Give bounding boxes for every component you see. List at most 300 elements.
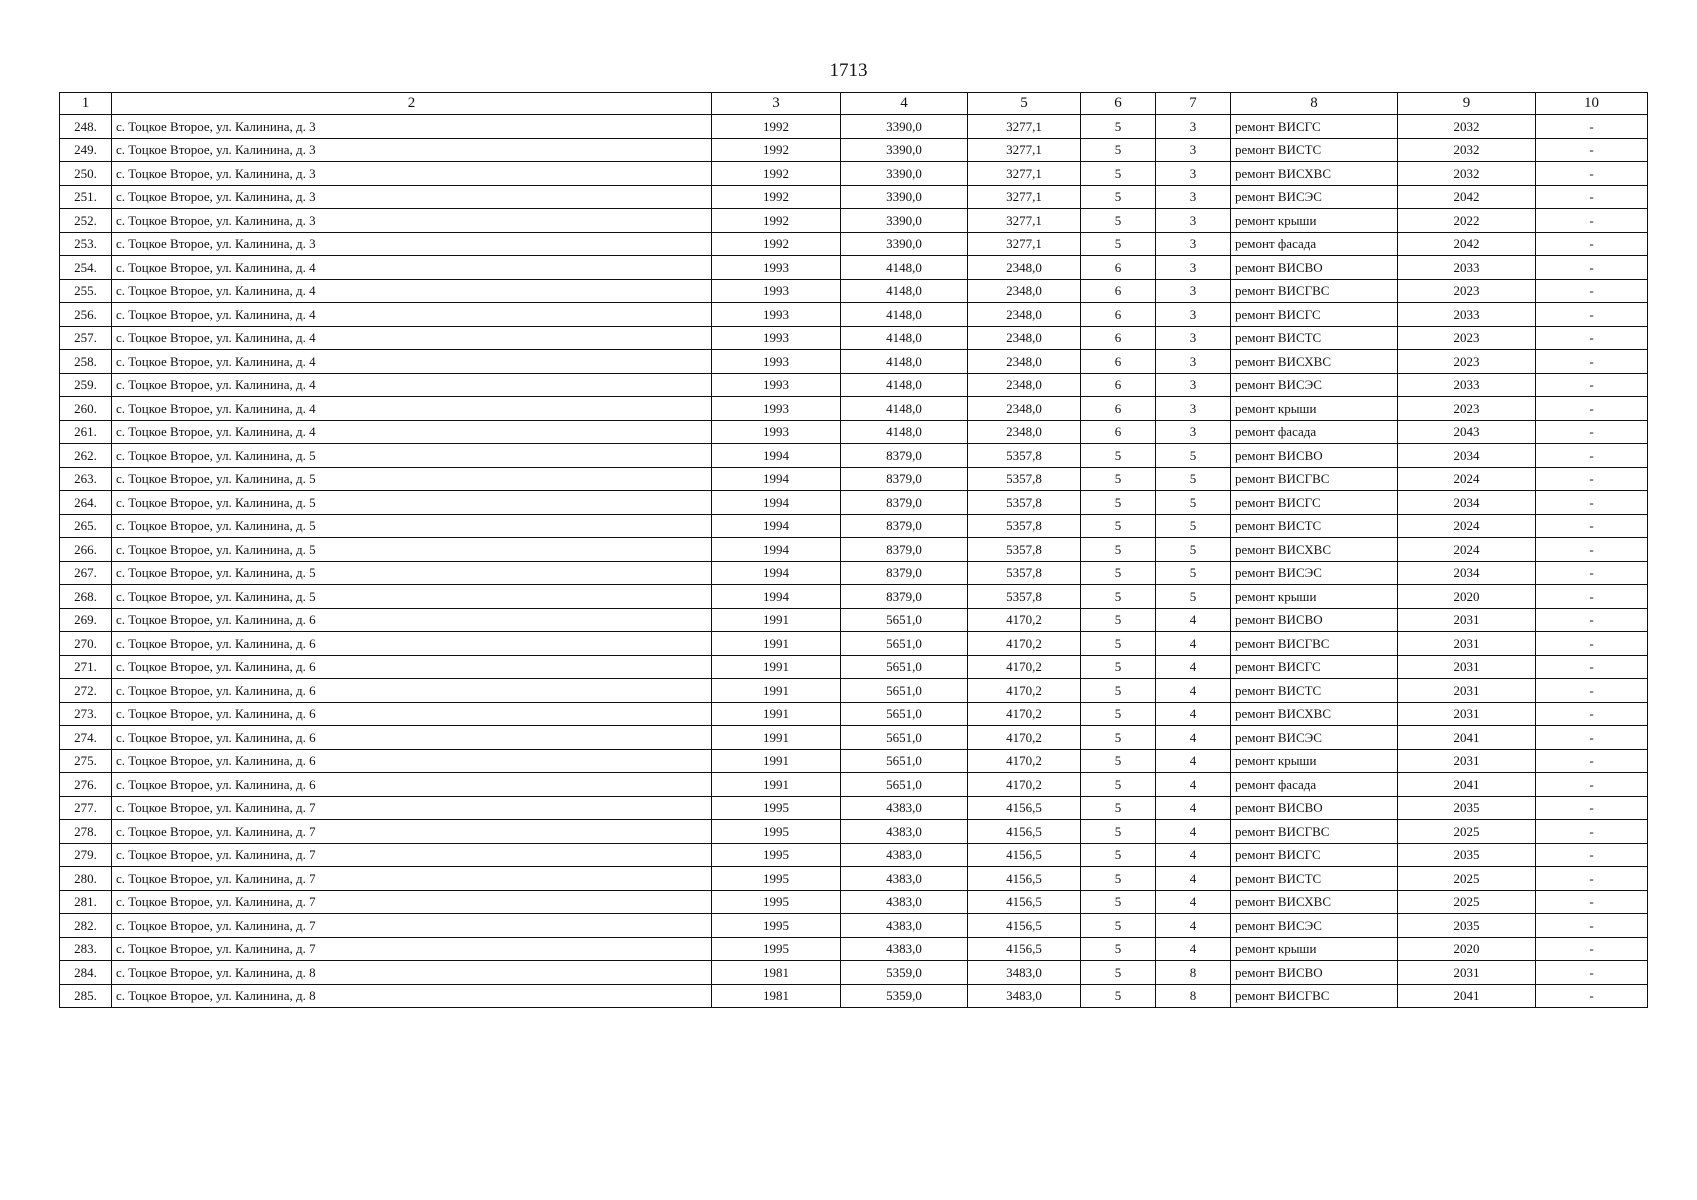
row-number: 265. (60, 514, 112, 538)
address-cell: с. Тоцкое Второе, ул. Калинина, д. 7 (112, 867, 712, 891)
planned-year-cell: 2031 (1398, 608, 1536, 632)
planned-year-cell: 2031 (1398, 749, 1536, 773)
address-cell: с. Тоцкое Второе, ул. Калинина, д. 6 (112, 749, 712, 773)
entrances-cell: 3 (1156, 350, 1231, 374)
note-cell: - (1536, 843, 1648, 867)
repair-work-cell: ремонт ВИСЭС (1231, 561, 1398, 585)
table-row (60, 138, 1648, 162)
repair-work-cell: ремонт ВИСТС (1231, 326, 1398, 350)
address-cell: с. Тоцкое Второе, ул. Калинина, д. 4 (112, 420, 712, 444)
entrances-cell: 3 (1156, 279, 1231, 303)
planned-year-cell: 2025 (1398, 867, 1536, 891)
address-cell: с. Тоцкое Второе, ул. Калинина, д. 7 (112, 820, 712, 844)
living-area-cell: 2348,0 (968, 326, 1081, 350)
floors-cell: 6 (1081, 326, 1156, 350)
note-cell: - (1536, 185, 1648, 209)
total-area-cell: 4148,0 (841, 326, 968, 350)
total-area-cell: 5359,0 (841, 984, 968, 1008)
entrances-cell: 4 (1156, 867, 1231, 891)
total-area-cell: 4383,0 (841, 890, 968, 914)
planned-year-cell: 2031 (1398, 632, 1536, 656)
row-number: 266. (60, 538, 112, 562)
table-row (60, 397, 1648, 421)
year-built-cell: 1993 (712, 279, 841, 303)
planned-year-cell: 2033 (1398, 256, 1536, 280)
note-cell: - (1536, 162, 1648, 186)
total-area-cell: 5651,0 (841, 726, 968, 750)
entrances-cell: 3 (1156, 420, 1231, 444)
row-number: 274. (60, 726, 112, 750)
living-area-cell: 5357,8 (968, 561, 1081, 585)
table-row (60, 303, 1648, 327)
total-area-cell: 4148,0 (841, 279, 968, 303)
address-cell: с. Тоцкое Второе, ул. Калинина, д. 4 (112, 303, 712, 327)
row-number: 283. (60, 937, 112, 961)
total-area-cell: 4383,0 (841, 867, 968, 891)
planned-year-cell: 2034 (1398, 444, 1536, 468)
entrances-cell: 4 (1156, 890, 1231, 914)
total-area-cell: 8379,0 (841, 491, 968, 515)
living-area-cell: 4170,2 (968, 749, 1081, 773)
repair-work-cell: ремонт ВИСХВС (1231, 162, 1398, 186)
table-row (60, 162, 1648, 186)
planned-year-cell: 2023 (1398, 397, 1536, 421)
note-cell: - (1536, 491, 1648, 515)
planned-year-cell: 2032 (1398, 138, 1536, 162)
year-built-cell: 1994 (712, 561, 841, 585)
row-number: 256. (60, 303, 112, 327)
address-cell: с. Тоцкое Второе, ул. Калинина, д. 6 (112, 702, 712, 726)
table-row (60, 608, 1648, 632)
living-area-cell: 2348,0 (968, 373, 1081, 397)
planned-year-cell: 2042 (1398, 185, 1536, 209)
living-area-cell: 4170,2 (968, 702, 1081, 726)
column-header: 5 (968, 93, 1081, 115)
year-built-cell: 1992 (712, 232, 841, 256)
repair-work-cell: ремонт ВИСГВС (1231, 820, 1398, 844)
address-cell: с. Тоцкое Второе, ул. Калинина, д. 6 (112, 726, 712, 750)
entrances-cell: 3 (1156, 256, 1231, 280)
floors-cell: 5 (1081, 749, 1156, 773)
row-number: 260. (60, 397, 112, 421)
row-number: 253. (60, 232, 112, 256)
floors-cell: 5 (1081, 608, 1156, 632)
floors-cell: 5 (1081, 820, 1156, 844)
year-built-cell: 1993 (712, 350, 841, 374)
repair-work-cell: ремонт ВИСТС (1231, 867, 1398, 891)
table-row (60, 843, 1648, 867)
entrances-cell: 4 (1156, 914, 1231, 938)
floors-cell: 6 (1081, 420, 1156, 444)
repair-work-cell: ремонт ВИСТС (1231, 514, 1398, 538)
repair-work-cell: ремонт ВИСГС (1231, 303, 1398, 327)
planned-year-cell: 2042 (1398, 232, 1536, 256)
table-row (60, 796, 1648, 820)
table-row (60, 491, 1648, 515)
entrances-cell: 5 (1156, 561, 1231, 585)
note-cell: - (1536, 467, 1648, 491)
repair-work-cell: ремонт ВИСЭС (1231, 914, 1398, 938)
total-area-cell: 8379,0 (841, 561, 968, 585)
living-area-cell: 2348,0 (968, 303, 1081, 327)
living-area-cell: 3483,0 (968, 984, 1081, 1008)
entrances-cell: 4 (1156, 773, 1231, 797)
year-built-cell: 1991 (712, 655, 841, 679)
repair-work-cell: ремонт ВИСВО (1231, 796, 1398, 820)
column-header: 6 (1081, 93, 1156, 115)
floors-cell: 6 (1081, 350, 1156, 374)
row-number: 281. (60, 890, 112, 914)
address-cell: с. Тоцкое Второе, ул. Калинина, д. 4 (112, 279, 712, 303)
living-area-cell: 3277,1 (968, 138, 1081, 162)
entrances-cell: 3 (1156, 326, 1231, 350)
note-cell: - (1536, 420, 1648, 444)
note-cell: - (1536, 303, 1648, 327)
note-cell: - (1536, 397, 1648, 421)
note-cell: - (1536, 350, 1648, 374)
table-row (60, 679, 1648, 703)
row-number: 257. (60, 326, 112, 350)
floors-cell: 5 (1081, 538, 1156, 562)
planned-year-cell: 2031 (1398, 702, 1536, 726)
floors-cell: 5 (1081, 209, 1156, 233)
repair-work-cell: ремонт ВИСГС (1231, 843, 1398, 867)
repair-work-cell: ремонт ВИСГС (1231, 491, 1398, 515)
row-number: 273. (60, 702, 112, 726)
planned-year-cell: 2041 (1398, 726, 1536, 750)
total-area-cell: 4383,0 (841, 843, 968, 867)
entrances-cell: 8 (1156, 984, 1231, 1008)
living-area-cell: 2348,0 (968, 279, 1081, 303)
row-number: 278. (60, 820, 112, 844)
table-row (60, 726, 1648, 750)
total-area-cell: 4383,0 (841, 796, 968, 820)
floors-cell: 6 (1081, 373, 1156, 397)
planned-year-cell: 2032 (1398, 115, 1536, 139)
total-area-cell: 5651,0 (841, 632, 968, 656)
repair-work-cell: ремонт крыши (1231, 937, 1398, 961)
floors-cell: 5 (1081, 467, 1156, 491)
living-area-cell: 4156,5 (968, 937, 1081, 961)
row-number: 259. (60, 373, 112, 397)
living-area-cell: 4156,5 (968, 843, 1081, 867)
row-number: 282. (60, 914, 112, 938)
planned-year-cell: 2023 (1398, 326, 1536, 350)
row-number: 270. (60, 632, 112, 656)
living-area-cell: 4170,2 (968, 726, 1081, 750)
column-header: 9 (1398, 93, 1536, 115)
table-row (60, 467, 1648, 491)
entrances-cell: 5 (1156, 467, 1231, 491)
floors-cell: 5 (1081, 632, 1156, 656)
note-cell: - (1536, 937, 1648, 961)
living-area-cell: 5357,8 (968, 514, 1081, 538)
year-built-cell: 1992 (712, 115, 841, 139)
table-row (60, 632, 1648, 656)
floors-cell: 5 (1081, 444, 1156, 468)
floors-cell: 6 (1081, 303, 1156, 327)
planned-year-cell: 2020 (1398, 937, 1536, 961)
repair-work-cell: ремонт ВИСХВС (1231, 890, 1398, 914)
entrances-cell: 5 (1156, 491, 1231, 515)
table-row (60, 279, 1648, 303)
floors-cell: 5 (1081, 702, 1156, 726)
note-cell: - (1536, 749, 1648, 773)
table-row (60, 937, 1648, 961)
year-built-cell: 1992 (712, 138, 841, 162)
table-row (60, 773, 1648, 797)
entrances-cell: 4 (1156, 608, 1231, 632)
floors-cell: 5 (1081, 232, 1156, 256)
floors-cell: 5 (1081, 773, 1156, 797)
year-built-cell: 1993 (712, 420, 841, 444)
address-cell: с. Тоцкое Второе, ул. Калинина, д. 8 (112, 984, 712, 1008)
row-number: 255. (60, 279, 112, 303)
year-built-cell: 1995 (712, 796, 841, 820)
entrances-cell: 5 (1156, 514, 1231, 538)
table-row (60, 420, 1648, 444)
address-cell: с. Тоцкое Второе, ул. Калинина, д. 3 (112, 209, 712, 233)
living-area-cell: 3483,0 (968, 961, 1081, 985)
entrances-cell: 3 (1156, 209, 1231, 233)
year-built-cell: 1991 (712, 679, 841, 703)
living-area-cell: 3277,1 (968, 162, 1081, 186)
year-built-cell: 1981 (712, 961, 841, 985)
planned-year-cell: 2024 (1398, 467, 1536, 491)
row-number: 279. (60, 843, 112, 867)
address-cell: с. Тоцкое Второе, ул. Калинина, д. 4 (112, 397, 712, 421)
row-number: 263. (60, 467, 112, 491)
floors-cell: 5 (1081, 491, 1156, 515)
year-built-cell: 1993 (712, 326, 841, 350)
repair-work-cell: ремонт ВИСГВС (1231, 632, 1398, 656)
table-row (60, 749, 1648, 773)
note-cell: - (1536, 585, 1648, 609)
repair-work-cell: ремонт ВИСГВС (1231, 279, 1398, 303)
address-cell: с. Тоцкое Второе, ул. Калинина, д. 5 (112, 538, 712, 562)
year-built-cell: 1991 (712, 608, 841, 632)
planned-year-cell: 2031 (1398, 961, 1536, 985)
total-area-cell: 5651,0 (841, 608, 968, 632)
living-area-cell: 3277,1 (968, 185, 1081, 209)
planned-year-cell: 2024 (1398, 538, 1536, 562)
note-cell: - (1536, 538, 1648, 562)
floors-cell: 5 (1081, 115, 1156, 139)
planned-year-cell: 2033 (1398, 373, 1536, 397)
year-built-cell: 1991 (712, 702, 841, 726)
entrances-cell: 3 (1156, 138, 1231, 162)
living-area-cell: 4170,2 (968, 679, 1081, 703)
entrances-cell: 3 (1156, 162, 1231, 186)
floors-cell: 5 (1081, 514, 1156, 538)
living-area-cell: 4156,5 (968, 890, 1081, 914)
year-built-cell: 1981 (712, 984, 841, 1008)
table-row (60, 209, 1648, 233)
floors-cell: 5 (1081, 138, 1156, 162)
page-number: 1713 (829, 60, 868, 81)
entrances-cell: 4 (1156, 632, 1231, 656)
address-cell: с. Тоцкое Второе, ул. Калинина, д. 7 (112, 914, 712, 938)
total-area-cell: 3390,0 (841, 115, 968, 139)
table-row (60, 185, 1648, 209)
address-cell: с. Тоцкое Второе, ул. Калинина, д. 3 (112, 185, 712, 209)
planned-year-cell: 2025 (1398, 820, 1536, 844)
total-area-cell: 4148,0 (841, 420, 968, 444)
table-row (60, 256, 1648, 280)
row-number: 262. (60, 444, 112, 468)
year-built-cell: 1994 (712, 467, 841, 491)
note-cell: - (1536, 279, 1648, 303)
entrances-cell: 4 (1156, 702, 1231, 726)
floors-cell: 6 (1081, 397, 1156, 421)
repair-work-cell: ремонт ВИСГВС (1231, 467, 1398, 491)
note-cell: - (1536, 867, 1648, 891)
total-area-cell: 8379,0 (841, 585, 968, 609)
living-area-cell: 2348,0 (968, 256, 1081, 280)
repair-work-cell: ремонт ВИСВО (1231, 444, 1398, 468)
repair-work-cell: ремонт фасада (1231, 232, 1398, 256)
planned-year-cell: 2022 (1398, 209, 1536, 233)
total-area-cell: 4383,0 (841, 937, 968, 961)
planned-year-cell: 2023 (1398, 350, 1536, 374)
year-built-cell: 1995 (712, 820, 841, 844)
entrances-cell: 4 (1156, 726, 1231, 750)
living-area-cell: 2348,0 (968, 350, 1081, 374)
repair-work-cell: ремонт крыши (1231, 209, 1398, 233)
row-number: 251. (60, 185, 112, 209)
total-area-cell: 4148,0 (841, 397, 968, 421)
note-cell: - (1536, 655, 1648, 679)
year-built-cell: 1992 (712, 185, 841, 209)
note-cell: - (1536, 679, 1648, 703)
row-number: 285. (60, 984, 112, 1008)
note-cell: - (1536, 632, 1648, 656)
total-area-cell: 4383,0 (841, 914, 968, 938)
entrances-cell: 4 (1156, 843, 1231, 867)
planned-year-cell: 2041 (1398, 773, 1536, 797)
floors-cell: 5 (1081, 679, 1156, 703)
living-area-cell: 4170,2 (968, 608, 1081, 632)
floors-cell: 5 (1081, 655, 1156, 679)
note-cell: - (1536, 256, 1648, 280)
total-area-cell: 4383,0 (841, 820, 968, 844)
entrances-cell: 4 (1156, 749, 1231, 773)
year-built-cell: 1994 (712, 538, 841, 562)
planned-year-cell: 2025 (1398, 890, 1536, 914)
address-cell: с. Тоцкое Второе, ул. Калинина, д. 5 (112, 514, 712, 538)
total-area-cell: 5651,0 (841, 773, 968, 797)
repair-schedule-table (59, 92, 1648, 1008)
living-area-cell: 5357,8 (968, 538, 1081, 562)
floors-cell: 5 (1081, 890, 1156, 914)
note-cell: - (1536, 726, 1648, 750)
address-cell: с. Тоцкое Второе, ул. Калинина, д. 4 (112, 373, 712, 397)
living-area-cell: 4170,2 (968, 773, 1081, 797)
note-cell: - (1536, 209, 1648, 233)
repair-work-cell: ремонт крыши (1231, 749, 1398, 773)
row-number: 272. (60, 679, 112, 703)
table-row (60, 585, 1648, 609)
living-area-cell: 3277,1 (968, 232, 1081, 256)
total-area-cell: 5651,0 (841, 702, 968, 726)
total-area-cell: 8379,0 (841, 538, 968, 562)
year-built-cell: 1992 (712, 209, 841, 233)
planned-year-cell: 2041 (1398, 984, 1536, 1008)
table-row (60, 655, 1648, 679)
note-cell: - (1536, 138, 1648, 162)
living-area-cell: 2348,0 (968, 397, 1081, 421)
repair-work-cell: ремонт ВИСВО (1231, 961, 1398, 985)
row-number: 267. (60, 561, 112, 585)
entrances-cell: 5 (1156, 585, 1231, 609)
floors-cell: 5 (1081, 561, 1156, 585)
planned-year-cell: 2035 (1398, 914, 1536, 938)
year-built-cell: 1993 (712, 303, 841, 327)
planned-year-cell: 2020 (1398, 585, 1536, 609)
row-number: 248. (60, 115, 112, 139)
row-number: 271. (60, 655, 112, 679)
column-header: 4 (841, 93, 968, 115)
row-number: 268. (60, 585, 112, 609)
total-area-cell: 5651,0 (841, 655, 968, 679)
note-cell: - (1536, 773, 1648, 797)
planned-year-cell: 2024 (1398, 514, 1536, 538)
address-cell: с. Тоцкое Второе, ул. Калинина, д. 5 (112, 561, 712, 585)
year-built-cell: 1995 (712, 937, 841, 961)
note-cell: - (1536, 961, 1648, 985)
floors-cell: 5 (1081, 185, 1156, 209)
address-cell: с. Тоцкое Второе, ул. Калинина, д. 6 (112, 679, 712, 703)
repair-work-cell: ремонт ВИСВО (1231, 608, 1398, 632)
entrances-cell: 3 (1156, 303, 1231, 327)
address-cell: с. Тоцкое Второе, ул. Калинина, д. 3 (112, 162, 712, 186)
floors-cell: 5 (1081, 585, 1156, 609)
year-built-cell: 1993 (712, 373, 841, 397)
living-area-cell: 4170,2 (968, 632, 1081, 656)
total-area-cell: 4148,0 (841, 303, 968, 327)
repair-work-cell: ремонт ВИСГВС (1231, 984, 1398, 1008)
repair-work-cell: ремонт ВИСХВС (1231, 702, 1398, 726)
total-area-cell: 5651,0 (841, 749, 968, 773)
entrances-cell: 5 (1156, 444, 1231, 468)
table-row (60, 444, 1648, 468)
address-cell: с. Тоцкое Второе, ул. Калинина, д. 7 (112, 796, 712, 820)
living-area-cell: 3277,1 (968, 115, 1081, 139)
planned-year-cell: 2031 (1398, 679, 1536, 703)
column-header: 1 (60, 93, 112, 115)
note-cell: - (1536, 444, 1648, 468)
table-row (60, 890, 1648, 914)
planned-year-cell: 2035 (1398, 843, 1536, 867)
repair-work-cell: ремонт крыши (1231, 397, 1398, 421)
table-row (60, 984, 1648, 1008)
column-header: 3 (712, 93, 841, 115)
row-number: 264. (60, 491, 112, 515)
living-area-cell: 4156,5 (968, 914, 1081, 938)
entrances-cell: 4 (1156, 820, 1231, 844)
total-area-cell: 5359,0 (841, 961, 968, 985)
note-cell: - (1536, 890, 1648, 914)
repair-work-cell: ремонт ВИСТС (1231, 138, 1398, 162)
floors-cell: 5 (1081, 796, 1156, 820)
row-number: 250. (60, 162, 112, 186)
note-cell: - (1536, 561, 1648, 585)
total-area-cell: 4148,0 (841, 256, 968, 280)
address-cell: с. Тоцкое Второе, ул. Калинина, д. 3 (112, 115, 712, 139)
row-number: 276. (60, 773, 112, 797)
entrances-cell: 4 (1156, 655, 1231, 679)
floors-cell: 5 (1081, 843, 1156, 867)
